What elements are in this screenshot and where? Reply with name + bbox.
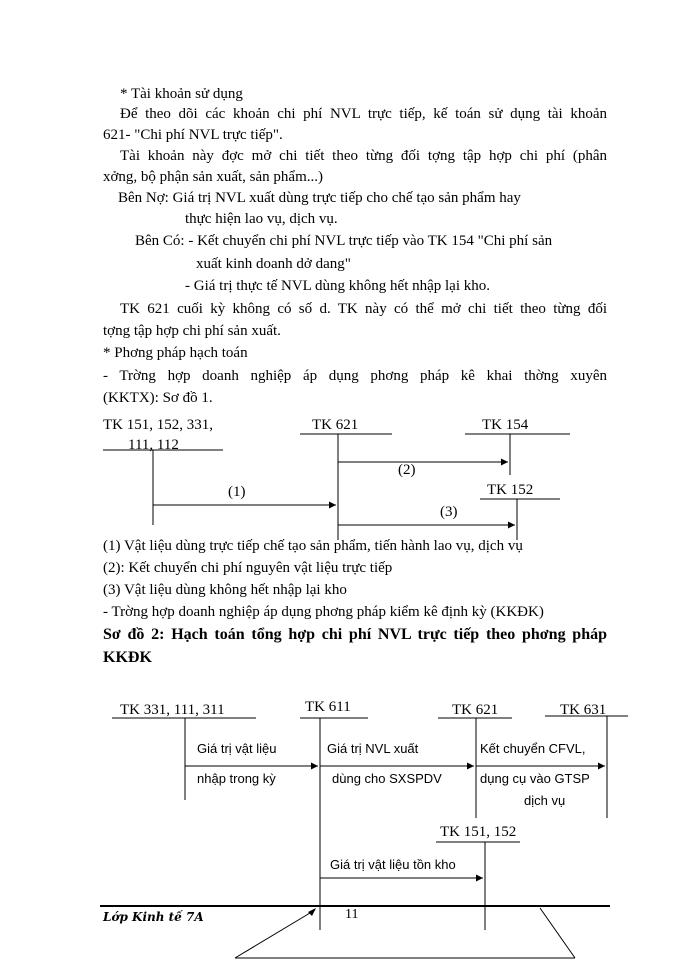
callout-right — [540, 908, 575, 958]
credit-side-line: - Giá trị thực tế NVL dùng không hết nhập lại kho. — [185, 278, 491, 294]
paragraph-line: (KKTX): Sơ đồ 1. — [103, 390, 213, 406]
callout-left — [235, 910, 315, 958]
arrow-label-1: (1) — [228, 484, 246, 500]
arrow-label-2: (2) — [398, 462, 416, 478]
credit-side-line: xuất kinh doanh dở dang" — [196, 256, 351, 272]
section-heading-method: * Phơng pháp hạch toán — [103, 345, 248, 361]
account-label-621b: TK 621 — [452, 702, 499, 718]
credit-side-line: Bên Có: - Kết chuyển chi phí NVL trực tiếp vào TK 154 "Chi phí sản — [135, 233, 553, 249]
diagram-2-title-2: KKĐK — [103, 649, 152, 666]
paragraph-line: - Trờng hợp doanh nghiệp áp dụng phơng pháp kê khai thờng xuyên — [103, 368, 607, 384]
account-label-source-2: 111, 112 — [128, 437, 179, 453]
entry-3-line-1: Kết chuyển CFVL, — [480, 741, 586, 756]
debit-side-line: Bên Nợ: Giá trị NVL xuất dùng trực tiếp cho chế tạo sản phẩm hay — [118, 190, 521, 206]
entry-2-line-2: dùng cho SXSPDV — [332, 771, 442, 786]
account-label-631: TK 631 — [560, 702, 607, 718]
callout-arrowhead — [308, 908, 316, 916]
footer-class-name: Lớp Kinh tế 7A — [103, 910, 204, 924]
account-label-331: TK 331, 111, 311 — [120, 702, 225, 718]
section-heading-account: * Tài khoản sử dụng — [120, 86, 243, 102]
account-label-152: TK 152 — [487, 482, 534, 498]
entry-3-line-3: dịch vụ — [524, 793, 566, 808]
paragraph-line: Để theo dõi các khoản chi phí NVL trực tiếp, kế toán sử dụng tài khoản — [120, 106, 607, 122]
entry-2-line-1: Giá trị NVL xuất — [327, 741, 419, 756]
paragraph-line: TK 621 cuối kỳ không có số d. TK này có thể mở chi tiết theo từng đối — [120, 301, 607, 317]
paragraph-line: 621- "Chi phí NVL trực tiếp". — [103, 127, 283, 143]
note-4: - Trờng hợp doanh nghiệp áp dụng phơng pháp kiểm kê định kỳ (KKĐK) — [103, 604, 544, 620]
account-label-154: TK 154 — [482, 417, 529, 433]
note-2: (2): Kết chuyển chi phí nguyên vật liệu trực tiếp — [103, 560, 393, 576]
paragraph-line: tợng tập hợp chi phí sản xuất. — [103, 323, 281, 339]
diagram-2-title: Sơ đồ 2: Hạch toán tổng hợp chi phí NVL trực tiếp theo phơng pháp — [103, 626, 607, 643]
page-number: 11 — [345, 907, 359, 922]
note-3: (3) Vật liệu dùng không hết nhập lại kho — [103, 582, 347, 598]
arrow-label-3: (3) — [440, 504, 458, 520]
debit-side-line: thực hiện lao vụ, dịch vụ. — [185, 211, 338, 227]
account-label-611: TK 611 — [305, 699, 351, 715]
account-label-151: TK 151, 152 — [440, 824, 517, 840]
account-label-621: TK 621 — [312, 417, 359, 433]
note-1: (1) Vật liệu dùng trực tiếp chế tạo sản phẩm, tiến hành lao vụ, dịch vụ — [103, 538, 523, 554]
paragraph-line: xởng, bộ phận sản xuất, sản phẩm...) — [103, 169, 323, 185]
paragraph-line: Tài khoản này đợc mở chi tiết theo từng đối tợng tập hợp chi phí (phân — [120, 148, 607, 164]
account-label-source: TK 151, 152, 331, — [103, 417, 213, 433]
entry-1-line-2: nhập trong kỳ — [197, 771, 276, 786]
entry-3-line-2: dụng cụ vào GTSP — [480, 771, 590, 786]
entry-4: Giá trị vật liệu tồn kho — [330, 857, 456, 872]
entry-1-line-1: Giá trị vật liệu — [197, 741, 277, 756]
